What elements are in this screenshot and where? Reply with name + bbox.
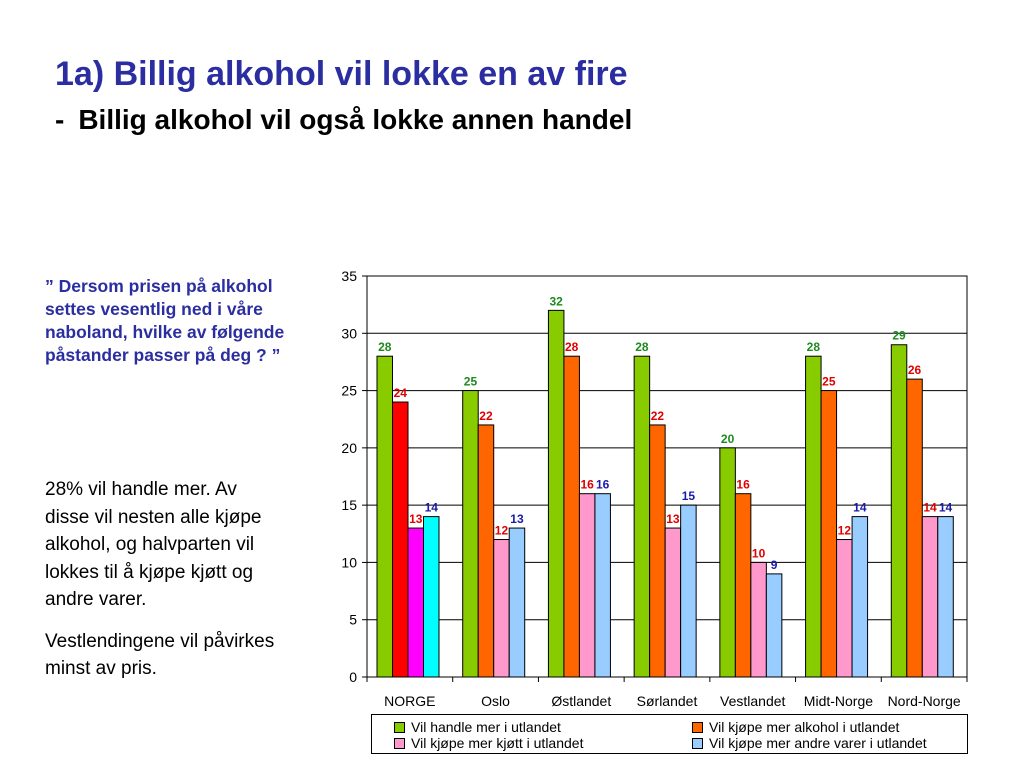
bar [907,379,923,677]
bar [478,425,494,677]
legend-item-2 [692,719,899,735]
bar [509,528,525,677]
x-tick-label: Østlandet [551,693,612,709]
y-tick-label: 35 [341,268,357,284]
slide-subtitle [55,104,632,136]
data-label: 24 [393,386,407,401]
bar [548,310,564,677]
legend-swatch-2 [692,722,703,733]
x-tick-label: Oslo [481,693,510,709]
data-label: 28 [378,340,392,355]
data-label: 9 [770,557,778,572]
data-label: 22 [479,408,493,423]
data-label: 10 [751,546,766,561]
data-label: 25 [463,374,478,389]
data-label: 13 [666,512,680,527]
summary-paragraph-2: Vestlendingene vil påvirkes minst av pris. [45,630,275,679]
data-label: 32 [549,294,563,309]
bar-chart [320,260,980,710]
data-label: 16 [595,477,610,492]
chart-legend [371,714,968,754]
bar [720,448,736,677]
bar [408,528,424,677]
data-label: 29 [892,328,906,343]
legend-item-1 [394,719,561,735]
legend-label-1: Vil handle mer i utlandet [411,719,561,735]
bar [564,356,580,677]
data-label: 16 [736,477,750,492]
data-label: 26 [907,363,922,378]
x-tick-label: Midt-Norge [803,693,874,709]
bar [891,345,907,677]
y-tick-label: 5 [349,611,357,628]
y-tick-label: 20 [341,439,357,456]
legend-item-4 [692,735,927,751]
bar [665,528,681,677]
bar [837,540,853,677]
bar [751,562,767,677]
legend-swatch-3 [394,738,405,749]
data-label: 28 [564,340,579,355]
x-tick-label: Nord-Norge [887,693,961,709]
y-tick-label: 10 [341,554,357,571]
x-tick-label: Vestlandet [720,693,786,709]
y-tick-label: 30 [341,325,357,342]
bar [595,494,611,677]
slide-title: 1a) Billig alkohol vil lokke en av fire [55,55,628,93]
x-tick-label: NORGE [384,693,436,709]
legend-item-3 [394,735,583,751]
data-label: 16 [580,477,594,492]
legend-swatch-1 [394,722,405,733]
legend-label-3: Vil kjøpe mer kjøtt i utlandet [411,735,584,751]
data-label: 28 [806,340,821,355]
bar [424,517,440,677]
data-label: 14 [424,500,438,515]
y-tick-label: 0 [349,669,357,685]
bar [393,402,409,677]
bar [806,356,822,677]
bar [852,517,868,677]
bar [650,425,666,677]
summary-paragraph-1: 28% vil handle mer. Av disse vil nesten alle kjøpe alkohol, og halvparten vil lokkes til å kjøpe kjøtt og andre varer. [45,479,262,610]
legend-label-2: Vil kjøpe mer alkohol i utlandet [709,719,900,735]
bar [681,505,697,677]
bar [938,517,954,677]
data-label: 13 [510,512,524,527]
data-label: 25 [822,374,836,389]
bar [766,574,782,677]
legend-swatch-4 [692,738,703,749]
summary-text [45,476,285,697]
data-label: 14 [853,500,867,515]
data-label: 13 [409,512,423,527]
bar [922,517,938,677]
bar [377,356,393,677]
data-label: 12 [494,523,509,538]
data-label: 14 [938,500,953,515]
legend-label-4: Vil kjøpe mer andre varer i utlandet [709,735,927,751]
data-label: 15 [681,489,696,504]
survey-question: ” Dersom prisen på alkohol settes vesentlig ned i våre naboland, hvilke av følgende påstander passer på deg ? ” [45,276,285,365]
subtitle-text: Billig alkohol vil også lokke annen handel [78,104,633,135]
y-tick-label: 25 [341,382,357,399]
data-label: 14 [923,500,937,515]
subtitle-dash: - [55,104,65,135]
data-label: 12 [837,523,852,538]
bar [463,391,479,677]
bar [494,540,510,677]
data-label: 28 [635,340,649,355]
bar [821,391,837,677]
bar [634,356,650,677]
data-label: 22 [650,408,665,423]
bar [579,494,595,677]
data-label: 20 [720,431,735,446]
y-tick-label: 15 [341,497,357,514]
x-tick-label: Sørlandet [636,693,698,709]
bar [735,494,751,677]
